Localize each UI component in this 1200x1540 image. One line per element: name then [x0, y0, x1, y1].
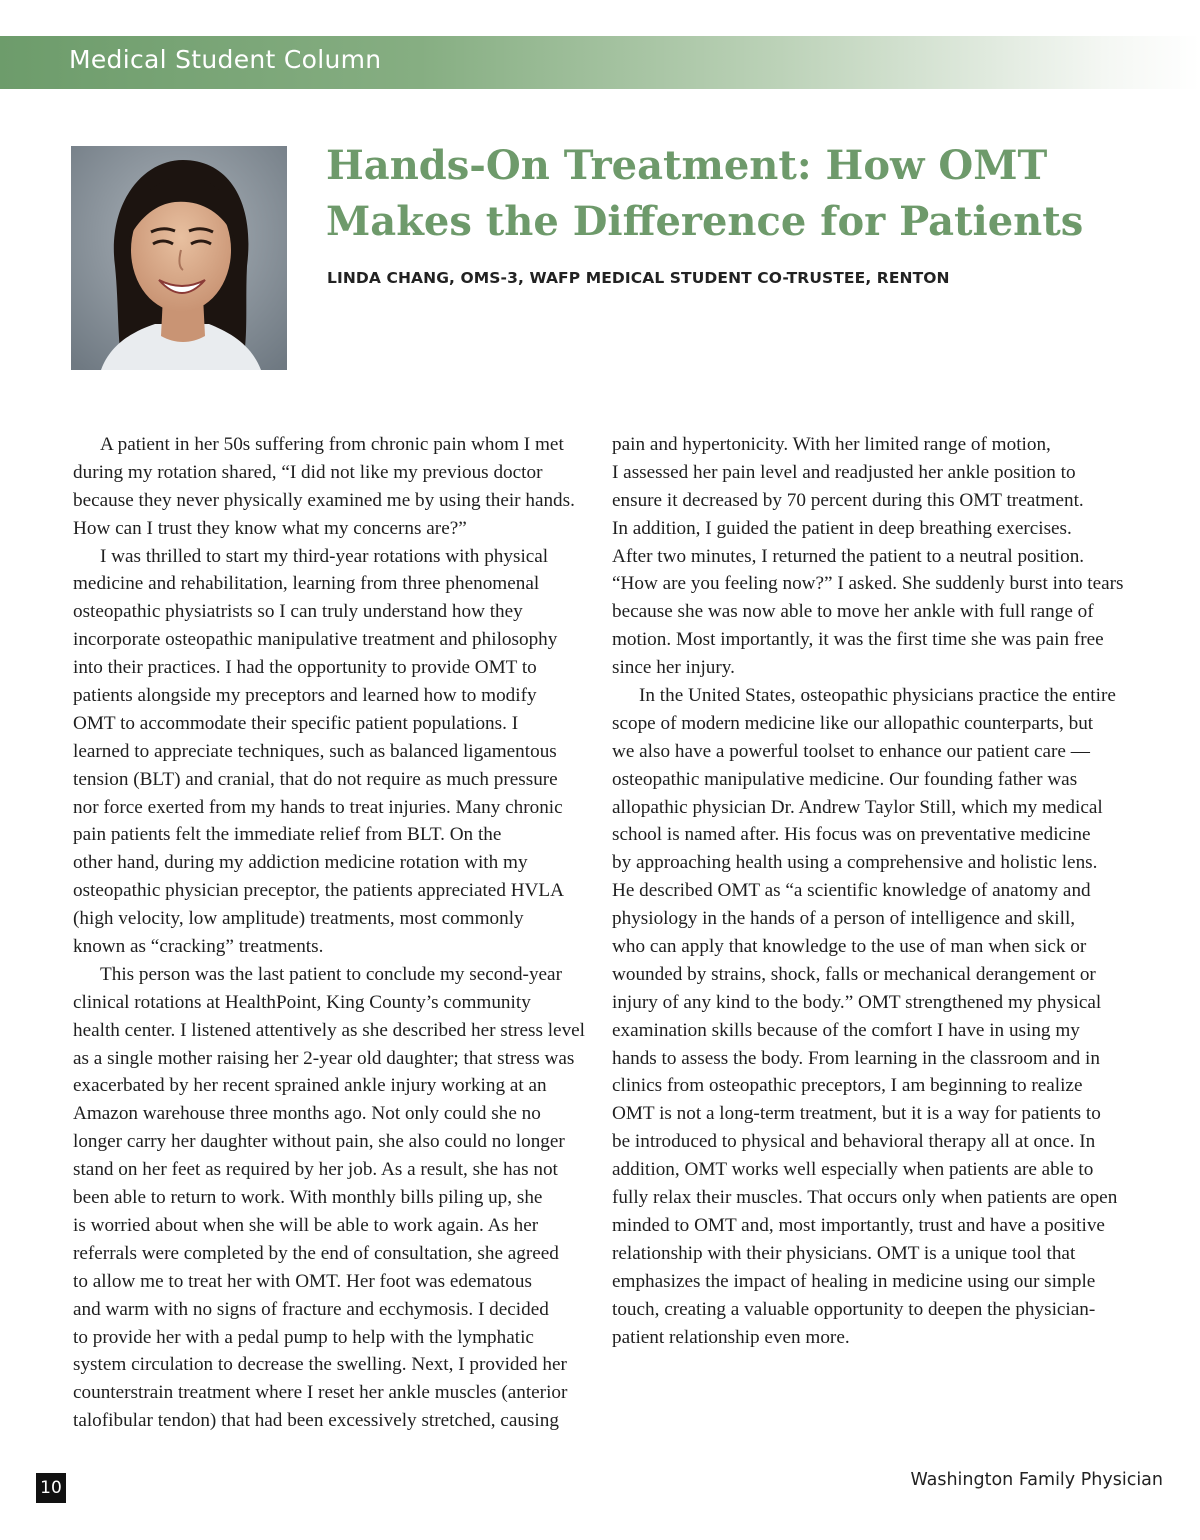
body-text-line: injury of any kind to the body.” OMT strengthened my physical [612, 991, 1102, 1013]
body-text-line: patients alongside my preceptors and learned how to modify [73, 685, 537, 707]
body-text-line: longer carry her daughter without pain, she also could no longer [73, 1131, 565, 1153]
body-text-line: who can apply that knowledge to the use of man when sick or [612, 936, 1087, 958]
page-number: 10 [36, 1473, 66, 1503]
body-text-line: exacerbated by her recent sprained ankle injury working at an [73, 1075, 547, 1097]
body-text-line: been able to return to work. With monthly bills piling up, she [73, 1187, 543, 1209]
author-photo [71, 146, 287, 370]
body-text-line: osteopathic physician preceptor, the patients appreciated HVLA [73, 880, 564, 902]
body-text-line: stand on her feet as required by her job. As a result, she has not [73, 1159, 558, 1181]
body-text-line: emphasizes the impact of healing in medicine using our simple [612, 1270, 1096, 1292]
body-text-line: fully relax their muscles. That occurs only when patients are open [612, 1187, 1118, 1209]
body-text-line: by approaching health using a comprehensive and holistic lens. [612, 852, 1098, 874]
body-text-line: tension (BLT) and cranial, that do not require as much pressure [73, 768, 558, 790]
body-text-line: and warm with no signs of fracture and ecchymosis. I decided [73, 1298, 549, 1320]
body-text-line: incorporate osteopathic manipulative treatment and philosophy [73, 629, 558, 651]
body-text-line: hands to assess the body. From learning in the classroom and in [612, 1047, 1100, 1069]
body-text-line: is worried about when she will be able to work again. As her [73, 1214, 539, 1236]
body-text-line: clinical rotations at HealthPoint, King County’s community [73, 991, 531, 1013]
article-body-right-column [612, 431, 1142, 1351]
article-title [326, 138, 1146, 250]
body-text-line: ensure it decreased by 70 percent during this OMT treatment. [612, 489, 1084, 511]
body-text-line: to provide her with a pedal pump to help with the lymphatic [73, 1326, 534, 1348]
body-text-line: be introduced to physical and behavioral therapy all at once. In [612, 1131, 1096, 1153]
body-text-line: because she was now able to move her ankle with full range of [612, 601, 1094, 623]
body-text-line: medicine and rehabilitation, learning from three phenomenal [73, 573, 540, 595]
publication-name: Washington Family Physician [910, 1470, 1163, 1490]
body-text-line: physiology in the hands of a person of intelligence and skill, [612, 908, 1076, 930]
body-text-line: wounded by strains, shock, falls or mechanical derangement or [612, 963, 1096, 985]
body-text-line: we also have a powerful toolset to enhance our patient care — [612, 740, 1090, 762]
body-text-line: clinics from osteopathic preceptors, I am beginning to realize [612, 1075, 1083, 1097]
body-text-line: pain patients felt the immediate relief from BLT. On the [73, 824, 502, 846]
article-body-left-column [73, 431, 603, 1435]
body-text-line: After two minutes, I returned the patient to a neutral position. [612, 545, 1085, 567]
body-text-line: osteopathic physiatrists so I can truly understand how they [73, 601, 523, 623]
body-text-line: OMT to accommodate their specific patient populations. I [73, 712, 519, 734]
section-banner [0, 36, 1200, 89]
body-text-line: counterstrain treatment where I reset her ankle muscles (anterior [73, 1382, 568, 1404]
body-text-line: minded to OMT and, most importantly, trust and have a positive [612, 1214, 1105, 1236]
body-text-line: because they never physically examined me by using their hands. [73, 489, 575, 511]
article-title-line-1: Hands-On Treatment: How OMT [326, 142, 1048, 189]
body-text-line: referrals were completed by the end of consultation, she agreed [73, 1242, 559, 1264]
body-text-line: to allow me to treat her with OMT. Her foot was edematous [73, 1270, 532, 1292]
body-text-line: patient relationship even more. [612, 1326, 850, 1348]
body-text-line: during my rotation shared, “I did not like my previous doctor [73, 461, 543, 483]
body-text-line: known as “cracking” treatments. [73, 936, 324, 958]
body-text-line: I assessed her pain level and readjusted her ankle position to [612, 461, 1076, 483]
body-text-line: scope of modern medicine like our allopathic counterparts, but [612, 712, 1094, 734]
body-text-line: In addition, I guided the patient in deep breathing exercises. [612, 517, 1072, 539]
body-text-line: allopathic physician Dr. Andrew Taylor Still, which my medical [612, 796, 1103, 818]
body-text-line: talofibular tendon) that had been excessively stretched, causing [73, 1410, 559, 1432]
body-text-line: other hand, during my addiction medicine rotation with my [73, 852, 528, 874]
body-text-line: addition, OMT works well especially when patients are able to [612, 1159, 1094, 1181]
body-text-line: school is named after. His focus was on preventative medicine [612, 824, 1091, 846]
body-text-line: touch, creating a valuable opportunity to deepen the physician- [612, 1298, 1096, 1320]
body-text-line: into their practices. I had the opportunity to provide OMT to [73, 657, 537, 679]
body-text-line: relationship with their physicians. OMT is a unique tool that [612, 1242, 1076, 1264]
body-text-line: examination skills because of the comfort I have in using my [612, 1019, 1080, 1041]
body-text-line: “How are you feeling now?” I asked. She suddenly burst into tears [612, 573, 1124, 595]
body-text-line: system circulation to decrease the swelling. Next, I provided her [73, 1354, 567, 1376]
body-text-line: nor force exerted from my hands to treat injuries. Many chronic [73, 796, 563, 818]
body-text-line: as a single mother raising her 2-year old daughter; that stress was [73, 1047, 575, 1069]
body-text-line: learned to appreciate techniques, such as balanced ligamentous [73, 740, 557, 762]
body-text-line: I was thrilled to start my third-year rotations with physical [100, 545, 549, 567]
article-title-line-2: Makes the Difference for Patients [326, 198, 1084, 245]
body-text-line: A patient in her 50s suffering from chronic pain whom I met [100, 434, 564, 455]
body-text-line: How can I trust they know what my concerns are?” [73, 517, 467, 539]
body-text-line: This person was the last patient to conclude my second-year [100, 963, 562, 985]
body-text-line: Amazon warehouse three months ago. Not only could she no [73, 1103, 541, 1125]
body-text-line: osteopathic manipulative medicine. Our founding father was [612, 768, 1078, 790]
body-text-line: OMT is not a long-term treatment, but it is a way for patients to [612, 1103, 1101, 1125]
article-byline: LINDA CHANG, OMS-3, WAFP MEDICAL STUDENT CO-TRUSTEE, RENTON [327, 269, 950, 287]
body-text-line: since her injury. [612, 657, 735, 679]
body-text-line: He described OMT as “a scientific knowledge of anatomy and [612, 880, 1091, 902]
body-text-line: pain and hypertonicity. With her limited range of motion, [612, 434, 1051, 455]
author-portrait-icon [71, 146, 287, 370]
body-text-line: (high velocity, low amplitude) treatments, most commonly [73, 908, 524, 930]
body-text-line: In the United States, osteopathic physicians practice the entire [639, 685, 1116, 707]
body-text-line: health center. I listened attentively as she described her stress level [73, 1019, 586, 1041]
body-text-line: motion. Most importantly, it was the first time she was pain free [612, 629, 1104, 651]
section-title: Medical Student Column [69, 45, 382, 74]
